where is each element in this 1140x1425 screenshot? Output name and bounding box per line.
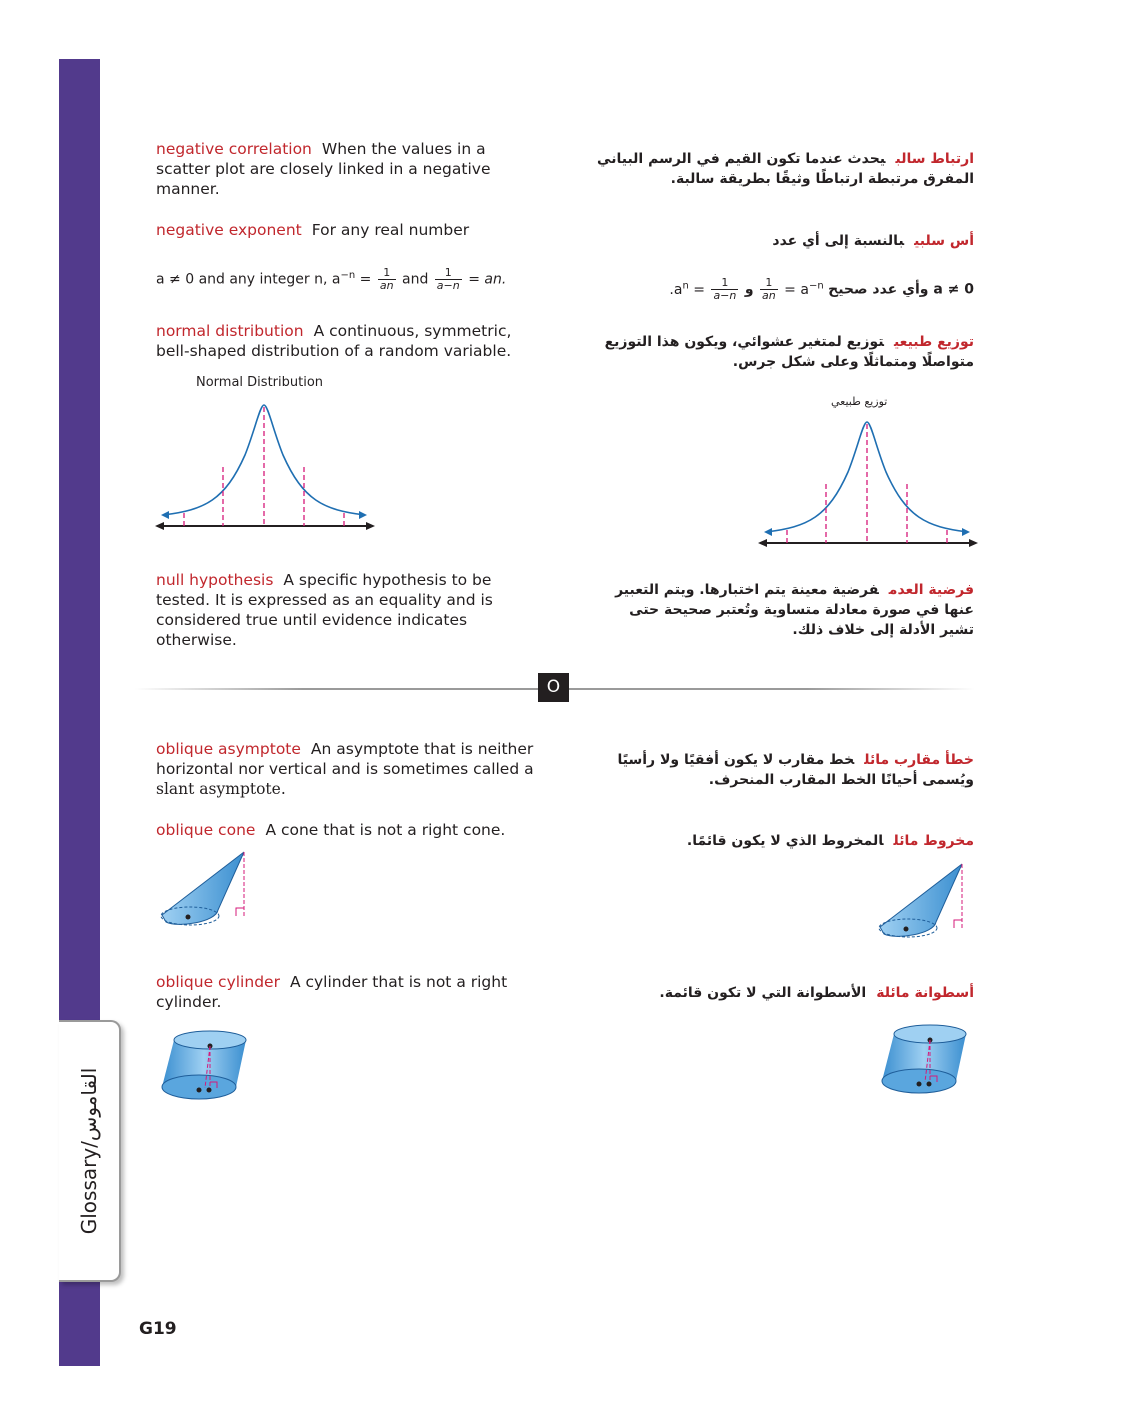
side-tab-label: Glossary/القاموس	[77, 1067, 101, 1235]
entry-oblique-cone-ar	[594, 831, 974, 851]
definition: An asymptote that is neither horizontal nor vertical and is sometimes called a	[156, 740, 534, 778]
formula-ar-eq1: $a^{-n}$ = $\frac{1}{an}$	[761, 276, 824, 303]
term: null hypothesis	[156, 571, 274, 589]
oblique-cone-en	[158, 850, 253, 930]
term: oblique cylinder	[156, 973, 280, 991]
normal-distribution-title-en: Normal Distribution	[196, 375, 324, 390]
term: توزيع طبيعي	[893, 334, 974, 350]
formula-exponent: −n	[340, 270, 356, 281]
definition: بالنسبة إلى أي عدد	[772, 233, 905, 249]
axis-arrow-right	[366, 522, 375, 530]
curve-arrow-right	[359, 511, 367, 519]
term: أسطوانة مائلة	[876, 985, 974, 1001]
entry-negative-correlation-en	[156, 139, 536, 199]
definition: A continuous, symmetric, bell-shaped distribution of a random variable.	[156, 322, 512, 360]
term: negative exponent	[156, 221, 302, 239]
normal-curve-ar	[758, 412, 978, 552]
page-number: G19	[139, 1319, 177, 1339]
fraction-2: $\frac{1}{a-n}$	[436, 266, 460, 293]
glossary-side-tab[interactable]	[59, 1020, 121, 1282]
term: أس سلبي	[914, 233, 974, 249]
term: ارتباط سالب	[895, 151, 974, 167]
definition: When the values in a scatter plot are closely linked in a negative manner.	[156, 140, 491, 198]
entry-oblique-asymptote-ar	[594, 750, 974, 790]
axis-arrow-right	[969, 539, 978, 547]
entry-oblique-asymptote-en	[156, 739, 536, 799]
curve-arrow-right	[962, 528, 970, 536]
definition: خط مقارب لا يكون أفقيًا ولا رأسيًا ويُسمى أحيانًا الخط المقارب المنحرف.	[617, 752, 974, 788]
term: خطأ مقارب مائل	[864, 752, 974, 768]
oblique-cylinder-ar	[880, 1024, 972, 1099]
entry-oblique-cylinder-en	[156, 972, 536, 1012]
oblique-cylinder-en	[160, 1030, 252, 1105]
definition: الأسطوانة التي لا تكون قائمة.	[659, 985, 867, 1001]
term: oblique asymptote	[156, 740, 301, 758]
section-letter: O	[538, 673, 569, 702]
definition: توزيع لمتغير عشوائي، ويكون هذا التوزيع متواصلًا ومتماثلًا وعلى شكل جرس.	[604, 334, 974, 370]
definition: المخروط الذي لا يكون قائمًا.	[686, 833, 884, 849]
and-word: and	[402, 271, 429, 288]
definition: فرضية معينة يتم اختبارها. ويتم التعبير عنها في صورة معادلة متساوية وتُعتبر صحيحة حتى تشير الأدلة إلى خلاف ذلك.	[615, 582, 974, 638]
definition: يحدث عندما تكون القيم في الرسم البياني المفرق مرتبطة ارتباطًا وثيقًا بطريقة سالبة.	[597, 151, 974, 187]
axis-arrow-left	[155, 522, 164, 530]
term: مخروط مائل	[893, 833, 974, 849]
oblique-cone-ar	[876, 862, 971, 942]
entry-negative-exponent-en	[156, 220, 536, 240]
definition: For any real number	[311, 221, 470, 239]
normal-distribution-title-ar: توزيع طبيعي	[831, 395, 888, 408]
formula-ar-text: a ≠ 0 وأي عدد صحيح	[828, 281, 974, 298]
axis-arrow-left	[758, 539, 767, 547]
fraction-1: $\frac{1}{an}$	[379, 266, 394, 293]
negative-exponent-formula-ar	[594, 276, 974, 302]
term: فرضية العدم	[888, 582, 974, 598]
definition: A cone that is not a right cone.	[265, 821, 506, 839]
entry-oblique-cone-en	[156, 820, 536, 840]
term: normal distribution	[156, 322, 304, 340]
definition: A specific hypothesis to be tested. It is expressed as an equality and is considered true until evidence indicates otherwise.	[156, 571, 493, 649]
curve-arrow-left	[764, 528, 772, 536]
entry-negative-correlation-ar	[594, 149, 974, 189]
entry-normal-distribution-en	[156, 321, 536, 361]
definition-italic: slant asymptote.	[156, 780, 286, 798]
formula-prefix: a ≠ 0 and any integer n, a	[156, 271, 341, 288]
entry-null-hypothesis-en	[156, 570, 536, 650]
definition: A cylinder that is not a right cylinder.	[156, 973, 508, 1011]
normal-curve-en	[155, 395, 375, 535]
term: negative correlation	[156, 140, 312, 158]
entry-negative-exponent-ar	[594, 231, 974, 251]
formula-suffix: = an.	[468, 271, 507, 288]
entry-null-hypothesis-ar	[594, 580, 974, 640]
entry-normal-distribution-ar	[594, 332, 974, 372]
formula-ar-and: و	[744, 281, 754, 298]
curve-arrow-left	[161, 511, 169, 519]
negative-exponent-formula-en: a ≠ 0 and any integer n, $a^{-n}$ = $\frac{1}{an}$ and $\frac{1}{a-n}$ = an.	[156, 266, 507, 293]
formula-ar-eq2: $\frac{1}{a-n}$ = $a^n$.	[669, 276, 737, 303]
entry-oblique-cylinder-ar	[594, 983, 974, 1003]
term: oblique cone	[156, 821, 256, 839]
